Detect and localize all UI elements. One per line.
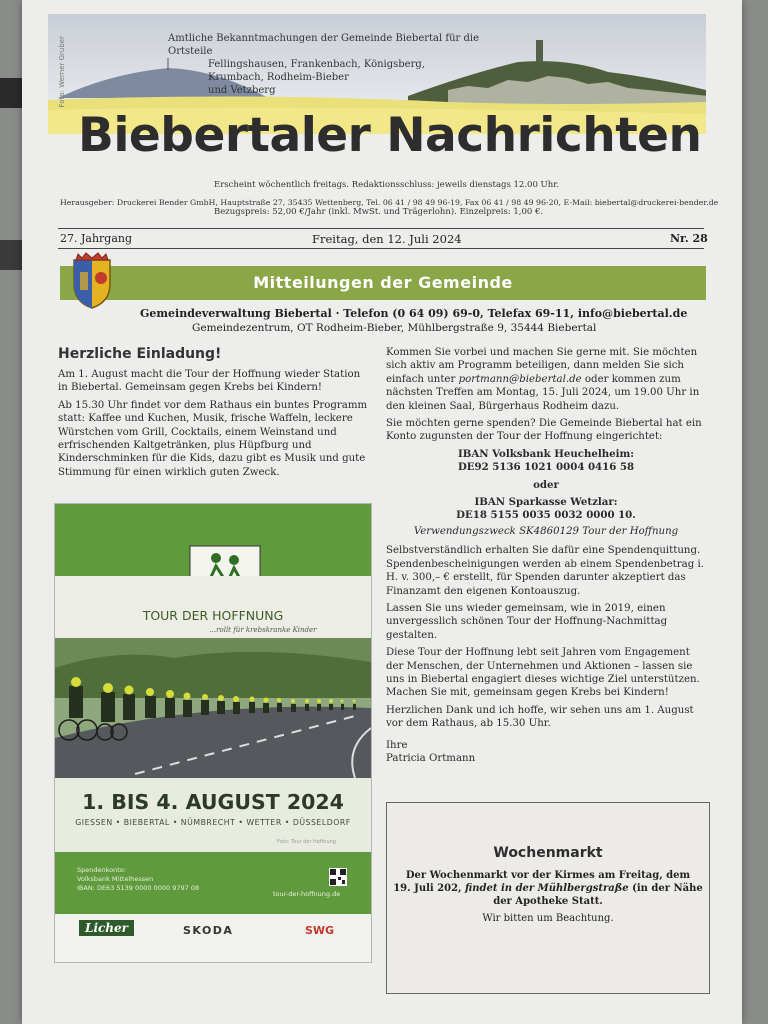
article-paragraph [386, 346, 706, 413]
issue-number: Nr. 28 [670, 232, 708, 245]
spenden-line: IBAN: DE63 5139 0000 0000 9797 08 [77, 884, 200, 892]
article-paragraph: Sie möchten gerne spenden? Die Gemeinde Biebertal hat ein Konto zugunsten der Tour der Hoffnung eingerichtet: [386, 418, 702, 443]
poster-spendenkonto [77, 866, 199, 893]
issue-date: Freitag, den 12. Juli 2024 [312, 232, 462, 246]
masthead-rule [58, 228, 704, 229]
sponsor-swg-logo: SWG [305, 924, 335, 937]
spenden-line: Volksbank Mittelhessen [77, 875, 154, 883]
masthead-rule [58, 248, 704, 249]
section-banner-title: Mitteilungen der Gemeinde [253, 273, 513, 292]
sponsor-skoda-logo: SKODA [183, 924, 234, 937]
gv-line-2: Gemeindezentrum, OT Rodheim-Bieber, Mühlbergstraße 9, 35444 Biebertal [192, 322, 597, 334]
poster-cities: GIESSEN • BIEBERTAL • NÜMBRECHT • WETTER • DÜSSELDORF [75, 818, 351, 827]
article-right-column [386, 346, 706, 765]
article-paragraph: Lassen Sie uns wieder gemeinsam, wie in 2019, einen unvergesslich schönen Tour der Hoffnung-Nachmittag gestalten. [386, 602, 668, 641]
iban-number: DE92 5136 1021 0004 0416 58 [457, 461, 635, 474]
spenden-line: Spendenkonto: [77, 866, 126, 874]
article-paragraph: Selbstverständlich erhalten Sie dafür eine Spendenquittung. Spendenbescheinigungen werden ab einem Spendenbetrag i. H. v. 300,– € erstellt, für Spenden darunter akzeptiert das Finanzamt den eigenen Kontoauszug. [386, 545, 704, 597]
biebertal-coat-of-arms-icon [68, 250, 116, 310]
article-left-column [58, 368, 372, 483]
bezugspreis-line: Bezugspreis: 52,00 €/Jahr (inkl. MwSt. und Trägerlohn). Einzelpreis: 1,00 €. [214, 207, 544, 217]
amtlich-line: Krumbach, Rodheim-Bieber [208, 72, 349, 83]
poster-website[interactable]: tour-der-hoffnung.de [273, 890, 341, 898]
article-paragraph: Diese Tour der Hoffnung lebt seit Jahren vom Engagement der Menschen, der Unternehmen und Aktionen – lassen sie uns in Biebertal engagiert dieses wichtige Ziel unterstützen. Machen Sie mit, gemeinsam gegen Krebs bei Kindern! [386, 647, 700, 699]
wm-line: der Apotheke Statt. [493, 896, 603, 907]
article-heading: Herzliche Einladung! [58, 346, 222, 362]
iban-number: DE18 5155 0035 0032 0000 10. [456, 509, 636, 522]
iban-or: oder [533, 478, 559, 491]
poster-dates: 1. BIS 4. AUGUST 2024 [82, 790, 344, 814]
iban-block [386, 448, 706, 523]
wochenmarkt-box [386, 802, 710, 994]
amtliche-bekanntmachungen [168, 32, 498, 97]
article-paragraph: Am 1. August macht die Tour der Hoffnung wieder Station in Biebertal. Gemeinsam gegen Krebs bei Kindern! [58, 369, 361, 394]
text-run: 19. Juli 202, [393, 883, 466, 894]
article-paragraph: Ab 15.30 Uhr findet vor dem Rathaus ein buntes Programm statt: Kaffee und Kuchen, Musik, frische Waffeln, leckere Würstchen vom Grill, Cocktails, einem Weinstand und erfrischenden Kaltgetränken, plus Hüpfburg und Kinderschminken für die Kids, dazu gibt es Musik und gute Stimmung für einen wirklich guten Zweck. [58, 399, 368, 478]
poster-brand: TOUR DER HOFFNUNG [142, 608, 284, 623]
gemeindeverwaltung-contact [140, 307, 687, 334]
iban-label: IBAN Sparkasse Wetzlar: [474, 496, 618, 509]
amtlich-line: Amtliche Bekanntmachungen der Gemeinde Biebertal für die Ortsteile [168, 33, 480, 57]
qr-code-icon [329, 868, 347, 886]
wm-line: Wir bitten um Beachtung. [482, 913, 614, 924]
signature: Patricia Ortmann [386, 752, 476, 764]
amtlich-line: Fellingshausen, Frankenbach, Königsberg, [208, 59, 425, 70]
tour-der-hoffnung-poster [54, 503, 372, 963]
sponsor-licher-logo: Licher [79, 920, 134, 936]
text-run: Kommen Sie vorbei und machen Sie gerne mit. Sie möchten sich aktiv am Programm beteiligen, dann melden Sie sich einfach unter [386, 347, 698, 385]
section-banner [60, 266, 706, 300]
photo-credit: Foto: Werner Gruber [58, 36, 66, 108]
wm-line [387, 882, 709, 895]
verwendungszweck: Verwendungszweck SK4860129 Tour der Hoffnung [413, 525, 679, 537]
iban-label: IBAN Volksbank Heuchelheim: [457, 447, 635, 460]
erscheint-line: Erscheint wöchentlich freitags. Redaktionsschluss: jeweils dienstags 12.00 Uhr. [214, 180, 560, 190]
amtlich-line: und Vetzberg [208, 85, 276, 96]
wm-line: Der Wochenmarkt vor der Kirmes am Freitag, dem [405, 870, 691, 881]
jahrgang: 27. Jahrgang [60, 232, 133, 245]
gv-line-1: Gemeindeverwaltung Biebertal · Telefon (0 64 09) 69-0, Telefax 69-11, info@biebertal.de [140, 307, 688, 320]
contact-email-link[interactable]: portmann@biebertal.de [458, 373, 582, 385]
wochenmarkt-title: Wochenmarkt [493, 845, 603, 861]
closing: Ihre [386, 739, 408, 751]
poster-photo-credit: Foto: Tour der Hoffnung [277, 839, 336, 845]
newspaper-title: Biebertaler Nachrichten [78, 108, 702, 163]
poster-cyclists-photo [55, 638, 371, 778]
article-paragraph: Herzlichen Dank und ich hoffe, wir sehen uns am 1. August vor dem Rathaus, ab 15.30 Uhr. [386, 704, 694, 730]
wochenmarkt-text [387, 869, 709, 925]
poster-tagline: ...rollt für krebskranke Kinder [209, 626, 317, 634]
text-run: (in der Nähe [628, 883, 703, 894]
herausgeber-line: Herausgeber: Druckerei Bender GmbH, Hauptstraße 27, 35435 Wettenberg, Tel. 06 41 / 98 49 96-19, Fax 06 41 / 98 49 96-20, E-Mail: biebertal@druckerei-bender.de [60, 198, 719, 207]
text-run: oder kommen zum nächsten Treffen am Montag, 15. Juli 2024, um 19.00 Uhr in den kleinen Saal, Bürgerhaus Rodheim dazu. [386, 373, 700, 412]
text-run: findet in der Mühlbergstraße [465, 883, 629, 894]
